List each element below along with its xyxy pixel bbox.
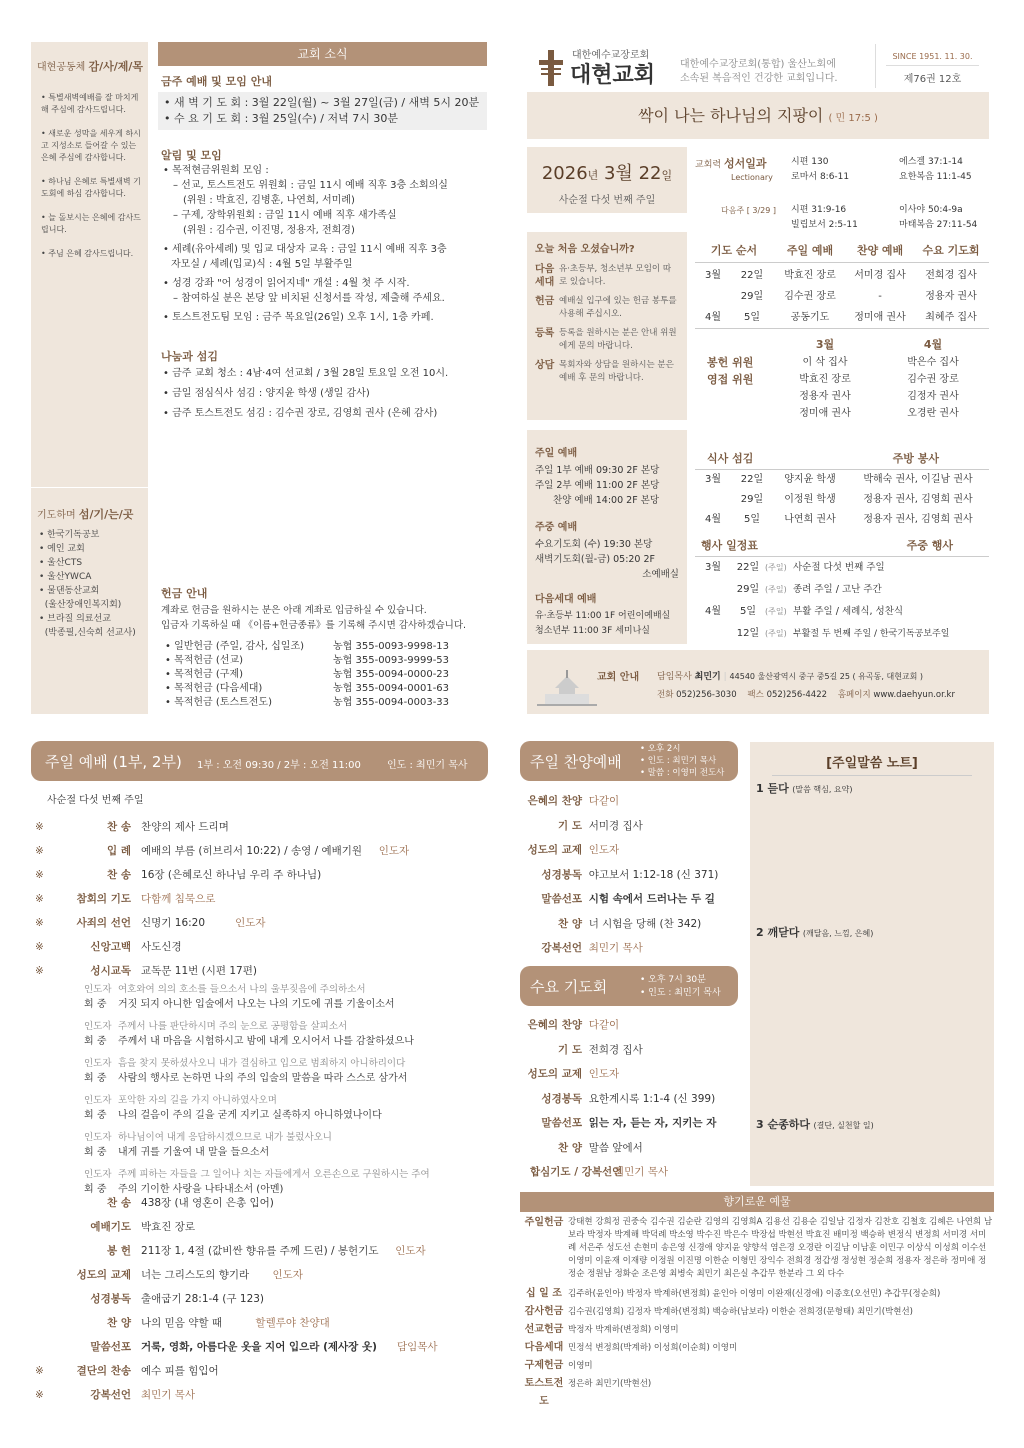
offerings-list [520, 1216, 994, 1411]
list-item: • 금일 점심식사 섬김 : 양지윤 학생 (생일 감사) [163, 388, 370, 399]
list-item: ※ 성시교독 교독문 11번 (시편 17편) [35, 965, 257, 977]
denomination: 대한예수교장로회 [572, 50, 650, 61]
list-item: 기 도 전희경 집사 [558, 1043, 643, 1056]
account-list: • 일반헌금 (주일, 감사, 십일조) 농협 355-0093-9998-13 • 목적헌금 (선교) 농협 355-0093-9999-53 • 목적헌금 (구제) 농협 355-0094-0000-23 • 목적헌금 (다음세대) 농협 355-0094-0001-63 • 목적헌금 (토스트전도) 농협 355-0094-0003-33 [165, 641, 450, 708]
list-item: 봉 헌 211장 1, 4절 (값비싼 향유를 주께 드린) / 봉헌기도 인도자 [107, 1245, 426, 1257]
offering-guide-title: 헌금 안내 [161, 587, 208, 600]
list-item: • 하나님 은혜로 특별새벽 기도회에 하심 감사합니다. [41, 177, 141, 198]
list-item: (박종필,신숙희 선교사) [44, 628, 136, 638]
list-item: – 선교, 토스트전도 위원회 : 금일 11시 예배 직후 3층 소회의실 [173, 180, 448, 191]
season-label: 사순절 다섯 번째 주일 [47, 795, 144, 806]
list-item: 은혜의 찬양 다같이 [527, 1019, 620, 1031]
list-item: • 주님 은혜 감사드립니다. [41, 249, 134, 258]
list-item: • 물댄동산교회 [39, 586, 100, 596]
list-item: 강복선언 최민기 목사 [541, 942, 643, 954]
list-item: • 금주 토스트전도 섬김 : 김수권 장로, 김영희 권사 (은혜 감사) [163, 408, 438, 419]
list-item: 선교헌금 박정자 박계하(변정희) 이영미 [524, 1324, 679, 1335]
table-row: 4월 5일 공동기도 정미애 권사 최혜주 집사 [695, 307, 989, 329]
visitor-info: 오늘 처음 오셨습니까? 다음세대 유·초등부, 청소년부 모임이 따로 있습니다. 헌금 예배실 입구에 있는 헌금 봉투를 사용해 주십시오. 등록 등록을 원하시는 분은 안내 위원에게 문의 바랍니다. 상담 목회자와 상담을 원하시는 분은 예배 후 문의 바랍니다. [527, 232, 687, 420]
table-row: 3월 22일 박효진 장로 서미경 집사 전희경 집사 [704, 270, 977, 281]
list-item: ※ 사죄의 선언 신명기 16:20 인도자 [35, 917, 266, 929]
list-item: (위원 : 김수권, 이진명, 정용자, 전희경) [183, 225, 355, 236]
list-item: 성경봉독 야고보서 1:12-18 (신 371) [541, 868, 719, 881]
list-item: 합심기도 / 강복선언최민기 목사 [530, 1166, 669, 1178]
list-item: • 목적현금위원회 모임 : [163, 165, 269, 176]
sharing-title: 나눔과 섬김 [161, 350, 218, 363]
list-item: (위원 : 박효진, 김병훈, 나연희, 서미례) [183, 195, 355, 206]
worship-guide-title: 금주 예배 및 모임 안내 [161, 75, 272, 88]
offerings-header: 향기로운 예물 [520, 1192, 994, 1212]
list-item: 말씀선포 시험 속에서 드러나는 두 길 [541, 893, 715, 905]
list-item: 성도의 교제 너는 그리스도의 향기라 인도자 [76, 1269, 303, 1281]
list-item: 말씀선포 거룩, 영화, 아름다운 옷을 지어 입으라 (제사장 옷) 담임목사 [90, 1341, 438, 1353]
table-row: 29일 (주일) 종려 주일 / 고난 주간 [736, 584, 882, 595]
list-item: 말씀선포 읽는 자, 듣는 자, 지키는 자 [541, 1117, 717, 1129]
list-item: 구제헌금 이영미 [524, 1360, 593, 1371]
serve-list [31, 520, 142, 640]
list-item: • 한국기독공보 [39, 530, 100, 540]
offering-desc: 계좌로 헌금을 원하시는 분은 아래 계좌로 입금하실 수 있습니다. 입금자 기록하실 때 《이름+헌금종류》를 기록해 주시면 감사하겠습니다. [161, 605, 467, 631]
list-item: 다음세대 민정석 변정희(박계하) 이성희(이순희) 이영미 [524, 1342, 738, 1353]
list-item: • 특별새벽예배를 잘 마치게 해 주심에 감사드립니다. [41, 93, 139, 114]
praise-worship-header: 주일 찬양예배 • 오후 2시 • 인도 : 최민기 목사 • 말씀 : 이영미 전도사 [520, 741, 738, 781]
list-item: 주일헌금 강태현 강희정 권중숙 김수권 김순란 김영의 김영희A 김용선 김용순 김일남 김정자 김찬호 김철호 김혜은 나연희 남보라 박정자 박계해 박덕례 박소영 박수진 박은수 박장섭 박현선 박효진 배미정 백승하 변정식 변정희 서미경 서미례 서은주 성도선 손현미 송은영 신경애 양지윤 양향석 염은경 오경란 이길남 이남훈 이민구 이상식 이성희 이수선 이영미 이윤재 이재량 이정원 이진명 이한순 이형민 장익수 전희경 정갑생 정성현 정순희 정용자 정은하 정미애 정정순 정원남 정화순 조은영 최병숙 최민기 최은실 추갑무 한분라 그 외 다수 [524, 1217, 993, 1279]
usher-table: 3월 4월 봉헌 위원 영접 위원 이 삭 집사 박효진 장로 정용자 권사 정미애 권사 박은수 집사 김수권 장로 김정자 권사 오경란 권사 [707, 338, 959, 419]
list-item: • 울산CTS [39, 558, 83, 568]
list-item: 성경봉독 출애굽기 28:1-4 (구 123) [90, 1293, 265, 1305]
list-item: ※ 강복선언 최민기 목사 [35, 1389, 196, 1401]
list-item: • 브라질 의료선교 [39, 614, 111, 624]
church-name: 대현교회 [570, 63, 656, 88]
list-item: ※ 찬 송 찬양의 제사 드리며 [35, 821, 229, 833]
list-item: 찬 양 나의 믿음 약할 때 할렐루야 찬양대 [107, 1317, 330, 1329]
volume-info: SINCE 1951. 11. 30. 제76권 12호 [875, 44, 989, 88]
thanks-list [31, 74, 148, 260]
responsive-reading: 인도자 여호와여 의의 호소를 들으소서 나의 울부짖음에 주의하소서 회 중 거짓 되지 아니한 입술에서 나오는 나의 기도에 귀를 기울이소서 인도자 주께서 나를 판단하시며 주의 눈으로 공평함을 살피소서 회 중 주께서 내 마음을 시험하시고 밤에 내게 오시어서 나를 감찰하셨으나 인도자 흠을 찾지 못하셨사오니 내가 결심하고 입으로 범죄하지 아니하리이다 회 중 사람의 행사로 논하면 나의 주의 입술의 말씀을 따라 스스로 삼가서 인도자 포악한 자의 길을 가지 아니하였사오며 회 중 나의 걸음이 주의 길을 굳게 지키고 실족하지 아니하였나이다 인도자 하나님이여 내게 응답하시겠으므로 내가 불렀사오니 회 중 내게 귀를 기울여 내 말을 들으소서 인도자 주께 피하는 자들을 그 일어나 치는 자들에게서 오른손으로 구원하시는 주여 회 중 주의 기이한 사랑을 나타내소서 (아멘) [84, 984, 430, 1195]
list-item: • 금주 교회 청소 : 4남·4여 선교회 / 3월 28일 토요일 오전 10시. [163, 368, 449, 379]
list-item: ※ 결단의 찬송 예수 피를 힘입어 [35, 1365, 219, 1377]
serve-title: 기도하며 섬/기/는/곳 [37, 508, 134, 521]
table-row: 29일 이정원 학생 정용자 권사, 김영희 권사 [740, 494, 973, 505]
list-item: ※ 입 례 예배의 부름 (히브리서 10:22) / 송영 / 예배기원 인도자 [35, 845, 410, 857]
table-row: 4월 5일 (주일) 부활 주일 / 세례식, 성찬식 [704, 606, 904, 617]
list-item: ※ 찬 송 16장 (은혜로신 하나님 우리 주 하나님) [35, 869, 322, 881]
praise-order [520, 789, 744, 961]
church-desc: 대한예수교장로회(통합) 울산노회에 소속된 복음적인 건강한 교회입니다. [680, 59, 838, 84]
table-row: 12일 (주일) 부활절 두 번째 주일 / 한국기독공보주일 [736, 628, 950, 639]
sunday-order [31, 815, 488, 983]
table-row: 3월 22일 양지윤 학생 박해숙 권사, 이길남 권사 [704, 474, 973, 485]
list-item: • 성경 강좌 "어 성경이 읽어지네" 개설 : 4월 첫 주 시작. [163, 278, 410, 289]
notices-list [163, 163, 487, 325]
list-item: 은혜의 찬양 다같이 [527, 795, 620, 807]
event-table: 행사 일정표 주중 행사 3월 22일 (주일) 사순절 다섯 번째 주일 29일 (주일) 종려 주일 / 고난 주간 4월 5일 (주일) 부활 주일 / 세례식, 성찬식 12일 (주일) 부활절 두 번째 주일 / 한국기독공보주일 [695, 537, 989, 645]
church-contact: 교회 안내 담임목사 최민기 | 44540 울산광역시 중구 중5길 25 ( 유곡동, 대현교회 ) 전화 052)256-3030 팩스 052)256-4422 홈페이지 www.daehyun.or.kr [527, 650, 989, 714]
list-item: • 울산YWCA [39, 572, 92, 582]
wed-prayer-line: • 수 요 기 도 회 : 3월 25일(수) / 저녁 7시 30분 [164, 112, 398, 125]
dawn-prayer-line: • 새 벽 기 도 회 : 3월 22일(월) ~ 3월 27일(금) / 새벽 5시 20분 [164, 96, 480, 109]
list-item: 감사헌금 김수권(김영희) 김정자 박계하(변정희) 백승하(남보라) 이한순 전희경(문형태) 최민기(박현선) [524, 1306, 913, 1317]
sunday-order-2 [31, 1191, 488, 1407]
list-item: (울산장애인복지회) [44, 600, 122, 610]
notices-title: 알림 및 모임 [161, 149, 222, 162]
list-item: 기 도 서미경 집사 [558, 819, 643, 832]
list-item: – 참여하실 분은 본당 앞 비치된 신청서를 작성, 제출해 주세요. [173, 293, 445, 304]
news-header: 교회 소식 [158, 42, 487, 66]
sermon-note[interactable]: [주일말씀 노트] 1 듣다 (말씀 핵심, 요약) 2 깨닫다 (깨달음, 느낌, 은혜) 3 순종하다 (결단, 실천할 일) [750, 742, 994, 1186]
list-item: 십 일 조 김주하(윤인아) 박정자 박계하(변정희) 윤인아 이영미 이완재(신경애) 이종호(오선민) 추갑무(정순희) [526, 1288, 941, 1299]
list-item: • 세례(유아세례) 및 입교 대상자 교육 : 금일 11시 예배 직후 3층 [163, 244, 447, 255]
service-times: 주일 예배 주일 1부 예배 09:30 2F 본당 주일 2부 예배 11:00 2F 본당 찬양 예배 14:00 2F 본당 주중 예배 수요기도회 (수) 19:30 본당 새벽기도회(월-금) 05:20 2F 소예배실 다음세대 예배 유·초등부 11:00 1F 어린이예배실 청소년부 11:00 3F 세미나실 [527, 430, 687, 644]
list-item: 찬 양 너 시험을 당해 (찬 342) [558, 917, 702, 930]
wednesday-prayer-header: 수요 기도회 • 오후 7시 30분 • 인도 : 최민기 목사 [520, 966, 738, 1006]
table-row: 3월 22일 (주일) 사순절 다섯 번째 주일 [704, 562, 885, 573]
list-item: • 예인 교회 [39, 544, 85, 554]
sunday-worship-header: 주일 예배 (1부, 2부) 1부 : 오전 09:30 / 2부 : 오전 11:00 인도 : 최민기 목사 [31, 741, 488, 781]
thanks-sidebar [31, 42, 148, 714]
sharing-list [163, 364, 487, 424]
list-item: 자모실 / 세례(입교)식 : 4월 5일 부활주일 [171, 259, 353, 270]
table-row: 29일 김수권 장로 - 정용자 권사 [740, 291, 977, 302]
list-item: • 늘 돌보시는 은혜에 감사드립니다. [41, 213, 141, 234]
list-item: • 토스트전도팀 모임 : 금주 목요일(26일) 오후 1시, 1층 카페. [163, 312, 434, 323]
list-item: 토스트전도 정은하 최민기(박현선) [524, 1378, 652, 1407]
church-logo-icon [537, 48, 565, 88]
list-item: 성도의 교제 인도자 [527, 844, 620, 856]
church-building-icon [537, 668, 597, 708]
list-item: • 새로운 성막을 세우게 하시고 지성소로 들어갈 수 있는 은혜 주심에 감사합니다. [41, 129, 141, 162]
list-item: ※ 참회의 기도 다함께 침묵으로 [35, 893, 216, 905]
list-item: ※ 신앙고백 사도신경 [35, 941, 182, 953]
list-item: 찬 양 말씀 앞에서 [558, 1141, 643, 1154]
list-item: 찬 송 438장 (내 영혼이 은총 입어) [107, 1197, 274, 1209]
list-item: – 구제, 장학위원회 : 금일 11시 예배 직후 새가족실 [173, 210, 397, 221]
list-item: 예배기도 박효진 장로 [90, 1221, 196, 1233]
table-row: 4월 5일 나연희 권사 정용자 권사, 김영희 권사 [704, 514, 973, 525]
thanks-title: 대현공동체 감/사/제/목 [37, 60, 144, 73]
sermon-theme: 싹이 나는 하나님의 지팡이 ( 민 17:5 ) [527, 92, 989, 139]
list-item: 성도의 교제 인도자 [527, 1068, 620, 1080]
list-item: 성경봉독 요한계시록 1:1-4 (신 399) [541, 1092, 716, 1105]
wednesday-order [520, 1013, 744, 1185]
prayer-order-table: 기도 순서 주일 예배 찬양 예배 수요 기도회 3월 22일 박효진 장로 서미경 집사 전희경 집사 29일 김수권 장로 - 정용자 권사 4월 5일 공동기도 정미애 권사 최혜주 집사 [695, 242, 989, 329]
meal-table: 식사 섬김 주방 봉사 3월 22일 양지윤 학생 박해숙 권사, 이길남 권사 29일 이정원 학생 정용자 권사, 김영희 권사 4월 5일 나연희 권사 정용자 권사, 김영희 권사 [695, 450, 989, 530]
bulletin-date: 2026년 3월 22일 사순절 다섯 번째 주일 [527, 147, 687, 213]
